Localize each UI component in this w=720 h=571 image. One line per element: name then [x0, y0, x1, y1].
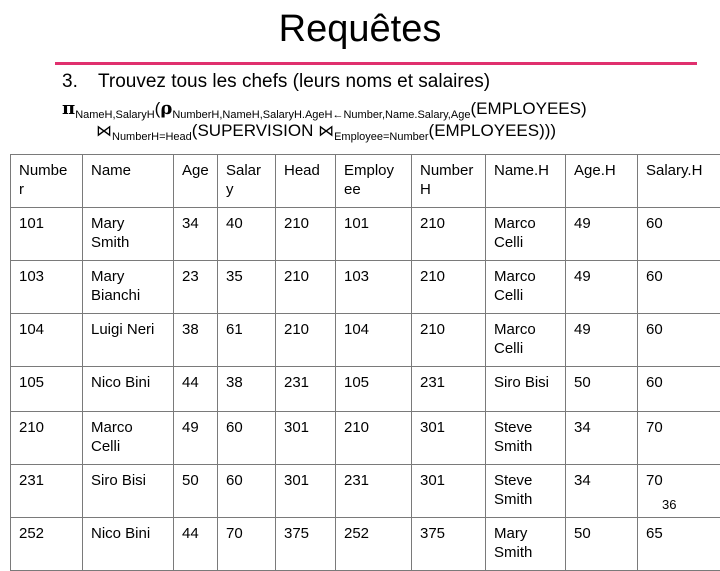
column-header: Age.H: [566, 155, 638, 208]
table-cell: 104: [336, 314, 412, 367]
table-cell: 50: [566, 367, 638, 412]
table-cell: 210: [276, 208, 336, 261]
relation-supervision: (SUPERVISION: [192, 121, 318, 140]
table-cell: 38: [218, 367, 276, 412]
table-cell: 375: [412, 518, 486, 571]
table-cell: 70: [218, 518, 276, 571]
table-cell: 60: [218, 465, 276, 518]
join-icon: ⋈: [96, 121, 112, 140]
table-cell: 231: [336, 465, 412, 518]
table-cell: 375: [276, 518, 336, 571]
table-cell: 34: [566, 465, 638, 518]
table-cell: 70: [638, 412, 720, 465]
column-header: Number H: [412, 155, 486, 208]
table-cell: Mary Smith: [83, 208, 174, 261]
table-cell: 60: [638, 314, 720, 367]
question-text: Trouvez tous les chefs (leurs noms et salaires): [98, 71, 490, 92]
table-cell: 60: [218, 412, 276, 465]
question-number: 3.: [62, 70, 98, 94]
table-cell: 301: [412, 412, 486, 465]
table-cell: 50: [174, 465, 218, 518]
table-cell: 34: [174, 208, 218, 261]
table-cell: 103: [11, 261, 83, 314]
column-header: Head: [276, 155, 336, 208]
page-number: 36: [662, 497, 676, 512]
table-cell: 105: [336, 367, 412, 412]
table-cell: 60: [638, 261, 720, 314]
table-row: [11, 367, 720, 412]
table-cell: Siro Bisi: [486, 367, 566, 412]
table-cell: 70: [638, 465, 720, 518]
table-cell: 210: [276, 314, 336, 367]
table-cell: 231: [412, 367, 486, 412]
open-paren: (: [155, 99, 161, 118]
table-cell: 252: [336, 518, 412, 571]
table-cell: 38: [174, 314, 218, 367]
table-row: [11, 314, 720, 367]
table-row: [11, 518, 720, 571]
table-cell: 49: [566, 261, 638, 314]
table-row: [11, 261, 720, 314]
table-cell: 34: [566, 412, 638, 465]
table-cell: 65: [638, 518, 720, 571]
join-condition-2: Employee=Number: [334, 131, 428, 143]
join-icon: ⋈: [318, 121, 334, 140]
table-cell: 44: [174, 518, 218, 571]
table-cell: 61: [218, 314, 276, 367]
table-cell: 50: [566, 518, 638, 571]
table-cell: 49: [566, 208, 638, 261]
table-cell: 60: [638, 367, 720, 412]
table-header-row: [11, 155, 720, 208]
table-cell: Marco Celli: [486, 261, 566, 314]
column-header: Age: [174, 155, 218, 208]
table-cell: Mary Smith: [486, 518, 566, 571]
relation-employees-2: (EMPLOYEES))): [429, 121, 557, 140]
table-cell: 231: [276, 367, 336, 412]
table-cell: 210: [336, 412, 412, 465]
table-cell: 210: [276, 261, 336, 314]
rename-symbol: ρ: [160, 98, 172, 119]
column-header: Salar y: [218, 155, 276, 208]
table-cell: Nico Bini: [83, 518, 174, 571]
column-header: Numbe r: [11, 155, 83, 208]
table-row: [11, 412, 720, 465]
table-cell: Mary Bianchi: [83, 261, 174, 314]
table-cell: Siro Bisi: [83, 465, 174, 518]
table-cell: 103: [336, 261, 412, 314]
projection-attributes: NameH,SalaryH: [75, 109, 154, 121]
table-cell: 44: [174, 367, 218, 412]
table-cell: 301: [412, 465, 486, 518]
join-condition-1: NumberH=Head: [112, 131, 192, 143]
table-row: [11, 465, 720, 518]
table-cell: 40: [218, 208, 276, 261]
projection-symbol: π: [62, 98, 75, 119]
table-cell: 23: [174, 261, 218, 314]
table-cell: 231: [11, 465, 83, 518]
rename-attributes: NumberH,NameH,SalaryH.AgeH←Number,Name.Salary,Age: [172, 109, 470, 121]
column-header: Name: [83, 155, 174, 208]
table-cell: 252: [11, 518, 83, 571]
table-cell: 49: [566, 314, 638, 367]
table-cell: Luigi Neri: [83, 314, 174, 367]
table-cell: Nico Bini: [83, 367, 174, 412]
column-header: Salary.H: [638, 155, 720, 208]
table-cell: Marco Celli: [486, 314, 566, 367]
slide-title: Requêtes: [0, 6, 720, 52]
table-row: [11, 208, 720, 261]
table-cell: 210: [11, 412, 83, 465]
table-cell: Steve Smith: [486, 465, 566, 518]
relation-employees: (EMPLOYEES): [470, 99, 586, 118]
table-cell: 105: [11, 367, 83, 412]
question: [62, 70, 490, 94]
column-header: Name.H: [486, 155, 566, 208]
table-cell: 210: [412, 314, 486, 367]
table-cell: 210: [412, 208, 486, 261]
table-cell: 49: [174, 412, 218, 465]
table-cell: Steve Smith: [486, 412, 566, 465]
result-table: [10, 154, 720, 571]
table-cell: 101: [336, 208, 412, 261]
table-cell: 35: [218, 261, 276, 314]
table-cell: 104: [11, 314, 83, 367]
table-cell: Marco Celli: [83, 412, 174, 465]
table-cell: 210: [412, 261, 486, 314]
algebra-expression-line-2: [96, 120, 556, 148]
table-cell: Marco Celli: [486, 208, 566, 261]
column-header: Employ ee: [336, 155, 412, 208]
title-underline: [55, 62, 697, 65]
table-cell: 101: [11, 208, 83, 261]
table-cell: 60: [638, 208, 720, 261]
table-cell: 301: [276, 465, 336, 518]
table-cell: 301: [276, 412, 336, 465]
